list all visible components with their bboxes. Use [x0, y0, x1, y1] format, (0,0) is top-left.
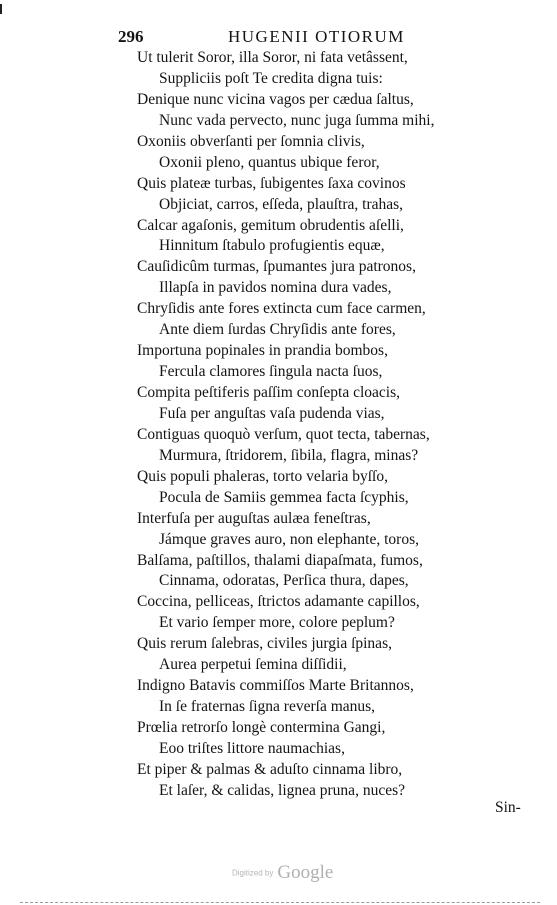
verse-line: Fercula clamores ſingula nacta ſuos,	[159, 363, 383, 381]
digitized-watermark	[232, 862, 333, 884]
verse-line: Prœlia retrorſo longè contermina Gangi,	[137, 719, 386, 736]
verse-line: Ut tulerit Soror, illa Soror, ni fata vetâssent,	[137, 49, 408, 66]
verse-line: Fuſa per anguſtas vaſa pudenda vias,	[159, 404, 385, 422]
running-head: HUGENII OTIORUM	[228, 27, 405, 46]
verse-line: Objiciat, carros, eſſeda, plauſtra, trahas,	[159, 195, 404, 213]
digitized-by-text: Digitized by	[232, 868, 274, 878]
verse-line: Balſama, paſtillos, thalami diapaſmata, fumos,	[137, 551, 423, 569]
verse-line: Cauſidicûm turmas, ſpumantes jura patronos,	[137, 258, 416, 276]
page-edge-mark	[0, 4, 2, 14]
verse-line: Et laſer, & calidas, lignea pruna, nuces?	[159, 781, 405, 799]
google-logo: Google	[277, 862, 334, 883]
verse-line: Hinnitum ſtabulo profugientis equæ,	[159, 237, 385, 255]
verse-line: Et piper & palmas & aduſto cinnama libro,	[137, 760, 403, 778]
verse-line: Cinnama, odoratas, Perſica thura, dapes,	[159, 572, 409, 590]
poem-verses	[137, 48, 517, 802]
verse-line: Aurea perpetui ſemina diſſidii,	[159, 656, 347, 674]
verse-line: Et vario ſemper more, colore peplum?	[159, 614, 395, 632]
verse-line: Oxonii pleno, quantus ubique feror,	[159, 153, 380, 171]
verse-line: Chryſidis ante fores extincta cum face carmen,	[137, 300, 426, 318]
verse-line: Quis rerum ſalebras, civiles jurgia ſpinas,	[137, 635, 392, 653]
verse-line: Jámque graves auro, non elephante, toros,	[159, 530, 419, 548]
verse-line: Coccina, pelliceas, ſtrictos adamante capillos,	[137, 593, 420, 611]
verse-line: Illapſa in pavidos nomina dura vades,	[159, 279, 392, 297]
page-header	[118, 26, 538, 48]
catchword: Sin-	[495, 799, 521, 816]
verse-line: Quis plateæ turbas, ſubigentes ſaxa covinos	[137, 174, 406, 192]
bottom-edge-rule	[20, 902, 540, 903]
verse-line: Nunc vada pervecto, nunc juga ſumma mihi,	[159, 111, 435, 129]
verse-line: Compita peſtiferis paſſim conſepta cloacis,	[137, 384, 400, 401]
verse-line: Contiguas quoquò verſum, quot tecta, tabernas,	[137, 425, 430, 443]
verse-line: Suppliciis poſt Te credita digna tuis:	[159, 69, 383, 87]
verse-line: Indigno Batavis commiſſos Marte Britannos,	[137, 677, 414, 695]
verse-line: Interfuſa per auguſtas aulæa feneſtras,	[137, 509, 371, 527]
verse-line: In ſe fraternas ſigna reverſa manus,	[159, 698, 376, 716]
verse-line: Murmura, ſtridorem, ſibila, flagra, minas?	[159, 446, 419, 464]
page-number: 296	[118, 27, 144, 46]
verse-line: Importuna popinales in prandia bombos,	[137, 342, 388, 360]
verse-line: Denique nunc vicina vagos per cædua ſaltus,	[137, 90, 414, 108]
verse-line: Pocula de Samiis gemmea facta ſcyphis,	[159, 488, 409, 506]
verse-line: Quis populi phaleras, torto velaria byſſo,	[137, 467, 388, 485]
verse-line: Calcar agaſonis, gemitum obrudentis aſelli,	[137, 216, 404, 234]
verse-line: Ante diem ſurdas Chryſidis ante fores,	[159, 321, 396, 339]
verse-line: Oxoniis obverſanti per ſomnia clivis,	[137, 132, 365, 150]
verse-line: Eoo triſtes littore naumachias,	[159, 739, 345, 757]
